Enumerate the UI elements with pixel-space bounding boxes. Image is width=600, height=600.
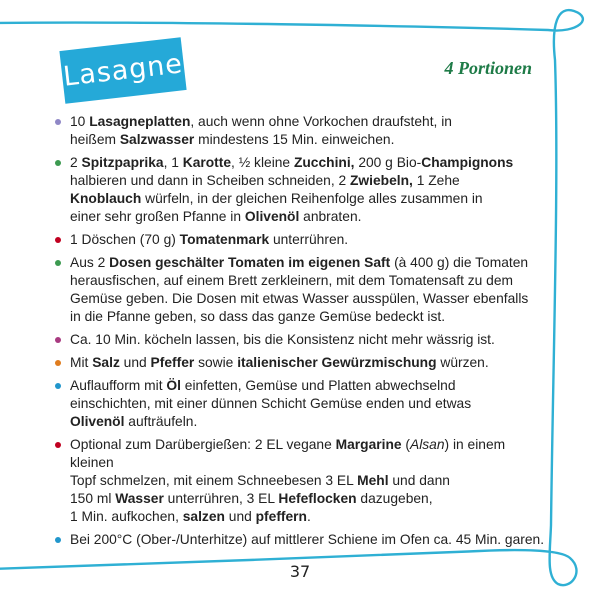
bullet-dot [55, 260, 61, 266]
recipe-step [55, 531, 547, 549]
step-text: Optional zum Darübergießen: 2 EL vegane Margarine (Alsan) in einem kleinen Topf schmelzen, mit einem Schneebesen 3 EL Mehl und dann 150 ml Wasser unterrühren, 3 EL Hefeflocken dazugeben, 1 Min. aufkochen, salzen und pfeffern. [70, 437, 506, 524]
recipe-step [55, 377, 547, 431]
step-text: 2 Spitzpaprika, 1 Karotte, ½ kleine Zucchini, 200 g Bio-Champignons halbieren und dann in Scheiben schneiden, 2 Zwiebeln, 1 Zehe Knoblauch würfeln, in der gleichen Reihenfolge alles zusammen in einer sehr großen Pfanne in Olivenöl anbraten. [70, 155, 514, 224]
recipe-title-label [59, 37, 186, 103]
step-text: Auflaufform mit Öl einfetten, Gemüse und Platten abwechselnd einschichten, mit einer dünnen Schicht Gemüse enden und etwas Olivenöl aufträufeln. [70, 378, 472, 429]
bullet-dot [55, 360, 61, 366]
step-text: Mit Salz und Pfeffer sowie italienischer Gewürzmischung würzen. [70, 355, 489, 370]
recipe-step [55, 154, 547, 226]
step-text: 1 Döschen (70 g) Tomatenmark unterrühren. [70, 232, 349, 247]
step-text: Bei 200°C (Ober-/Unterhitze) auf mittlerer Schiene im Ofen ca. 45 Min. garen. [70, 532, 545, 547]
page-number: 37 [289, 562, 311, 581]
bullet-dot [55, 337, 61, 343]
portions-label: 4 Portionen [444, 58, 532, 78]
step-text: 10 Lasagneplatten, auch wenn ohne Vorkochen draufsteht, in heißem Salzwasser mindestens 15 Min. einweichen. [70, 114, 452, 147]
recipe-step [55, 231, 547, 249]
recipe-step [55, 113, 547, 149]
bullet-dot [55, 383, 61, 389]
step-text: Aus 2 Dosen geschälter Tomaten im eigenen Saft (à 400 g) die Tomaten herausfischen, auf einem Brett zerkleinern, mit dem Tomatensaft zu dem Gemüse geben. Die Dosen mit etwas Wasser ausspülen, Wasser ebenfalls in die Pfanne geben, so dass das ganze Gemüse bedeckt ist. [70, 255, 529, 324]
recipe-step [55, 331, 547, 349]
bullet-dot [55, 537, 61, 543]
step-text: Ca. 10 Min. köcheln lassen, bis die Konsistenz nicht mehr wässrig ist. [70, 332, 495, 347]
bullet-dot [55, 442, 61, 448]
bullet-dot [55, 160, 61, 166]
recipe-step [55, 436, 547, 526]
steps-list [55, 113, 547, 554]
recipe-step [55, 254, 547, 326]
recipe-step [55, 354, 547, 372]
bullet-dot [55, 119, 61, 125]
recipe-title: Lasagne [61, 48, 185, 93]
bullet-dot [55, 237, 61, 243]
